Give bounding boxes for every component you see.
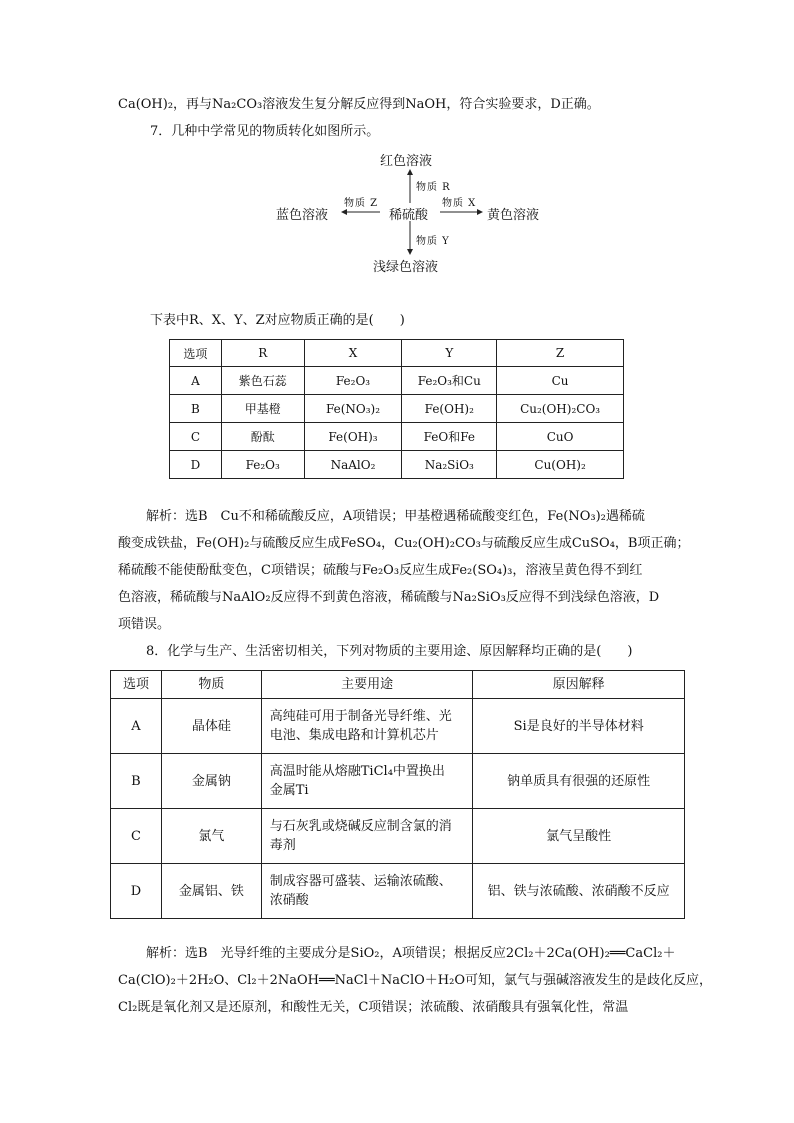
answer-8-line: Ca(ClO)₂＋2H₂O、Cl₂＋2NaOH══NaCl＋NaClO＋H₂O可知，氯气与强碱溶液发生的是歧化反应，	[118, 973, 712, 988]
table-cell: 氯气	[161, 809, 261, 864]
table-cell: C	[111, 809, 162, 864]
header-cell: 主要用途	[261, 671, 473, 699]
answer-7-line: 解析：选B Cu不和稀硫酸反应，A项错误；甲基橙遇稀硫酸变红色，Fe(NO₃)₂遇稀硫	[146, 509, 645, 524]
table-cell: 晶体硅	[161, 699, 261, 754]
table-cell: 甲基橙	[221, 395, 304, 423]
table-row	[111, 864, 685, 919]
table-cell: D	[170, 451, 222, 479]
table-cell: B	[111, 754, 162, 809]
table-cell: 金属钠	[161, 754, 261, 809]
table-cell: 酚酞	[221, 423, 304, 451]
answer-7-line: 稀硫酸不能使酚酞变色，C项错误；硫酸与Fe₂O₃反应生成Fe₂(SO₄)₃，溶液呈黄色得不到红	[118, 563, 643, 578]
answer-7-line: 酸变成铁盐，Fe(OH)₂与硫酸反应生成FeSO₄，Cu₂(OH)₂CO₃与硫酸反应生成CuSO₄，B项正确；	[118, 536, 690, 551]
table-cell: C	[170, 423, 222, 451]
node-bottom: 浅绿色溶液	[373, 260, 439, 275]
answer-8-line: Cl₂既是氧化剂又是还原剂，和酸性无关，C项错误；浓硫酸、浓硝酸具有强氧化性，常温	[118, 1000, 629, 1015]
table-cell: Fe(NO₃)₂	[304, 395, 402, 423]
question-8: 8．化学与生产、生活密切相关，下列对物质的主要用途、原因解释均正确的是( )	[146, 644, 633, 659]
table-cell: NaAlO₂	[304, 451, 402, 479]
table-row	[170, 423, 624, 451]
header-cell: X	[304, 340, 402, 367]
table-cell: Na₂SiO₃	[402, 451, 497, 479]
table-cell: CuO	[497, 423, 624, 451]
table-cell: Fe₂O₃和Cu	[402, 367, 497, 395]
table-cell: 铝、铁与浓硫酸、浓硝酸不反应	[473, 864, 685, 919]
answer-8-line: 解析：选B 光导纤维的主要成分是SiO₂，A项错误；根据反应2Cl₂＋2Ca(OH)₂══CaCl₂＋	[146, 946, 676, 961]
header-cell: Y	[402, 340, 497, 367]
table-cell: 钠单质具有很强的还原性	[473, 754, 685, 809]
header-cell: R	[221, 340, 304, 367]
text-line: Ca(OH)₂，再与Na₂CO₃溶液发生复分解反应得到NaOH，符合实验要求，D正确。	[118, 97, 600, 112]
table-cell: B	[170, 395, 222, 423]
table-cell: 金属铝、铁	[161, 864, 261, 919]
table-cell: Fe(OH)₂	[402, 395, 497, 423]
label-z: 物质 Z	[344, 198, 379, 209]
header-cell: 选项	[170, 340, 222, 367]
table-row	[170, 367, 624, 395]
table-row	[111, 809, 685, 864]
node-right: 黄色溶液	[487, 208, 540, 223]
header-cell: 物质	[161, 671, 261, 699]
table-cell: Fe(OH)₃	[304, 423, 402, 451]
label-r: 物质 R	[416, 182, 451, 193]
table-cell: 高纯硅可用于制备光导纤维、光 电池、集成电路和计算机芯片	[261, 699, 473, 754]
header-cell: 原因解释	[473, 671, 685, 699]
header-cell: Z	[497, 340, 624, 367]
label-y: 物质 Y	[416, 236, 450, 247]
label-x: 物质 X	[442, 198, 477, 209]
table-cell: 与石灰乳或烧碱反应制含氯的消 毒剂	[261, 809, 473, 864]
table-cell: D	[111, 864, 162, 919]
table-cell: Fe₂O₃	[304, 367, 402, 395]
table-cell: 氯气呈酸性	[473, 809, 685, 864]
table-row	[170, 451, 624, 479]
table-cell: A	[111, 699, 162, 754]
table-cell: 高温时能从熔融TiCl₄中置换出 金属Ti	[261, 754, 473, 809]
table-cell: A	[170, 367, 222, 395]
header-cell: 选项	[111, 671, 162, 699]
table-header-row	[170, 340, 624, 367]
table-cell: 制成容器可盛装、运输浓硫酸、 浓硝酸	[261, 864, 473, 919]
table-q8	[110, 670, 685, 919]
node-top: 红色溶液	[380, 154, 433, 169]
table-cell: Cu(OH)₂	[497, 451, 624, 479]
table-cell: FeO和Fe	[402, 423, 497, 451]
table-q7	[169, 339, 624, 479]
table-cell: Cu₂(OH)₂CO₃	[497, 395, 624, 423]
table-row	[111, 754, 685, 809]
table-row	[111, 699, 685, 754]
question-7-table-intro: 下表中R、X、Y、Z对应物质正确的是( )	[150, 313, 405, 328]
answer-7-line: 色溶液，稀硫酸与NaAlO₂反应得不到黄色溶液，稀硫酸与Na₂SiO₃反应得不到浅绿色溶液，D	[118, 590, 660, 605]
table-row	[170, 395, 624, 423]
question-7: 7．几种中学常见的物质转化如图所示。	[150, 124, 380, 139]
table-cell: Fe₂O₃	[221, 451, 304, 479]
table-cell: Si是良好的半导体材料	[473, 699, 685, 754]
node-left: 蓝色溶液	[276, 208, 329, 223]
table-header-row	[111, 671, 685, 699]
table-cell: Cu	[497, 367, 624, 395]
conversion-diagram	[270, 148, 560, 278]
node-center: 稀硫酸	[389, 208, 429, 223]
table-cell: 紫色石蕊	[221, 367, 304, 395]
answer-7-line: 项错误。	[118, 617, 171, 632]
